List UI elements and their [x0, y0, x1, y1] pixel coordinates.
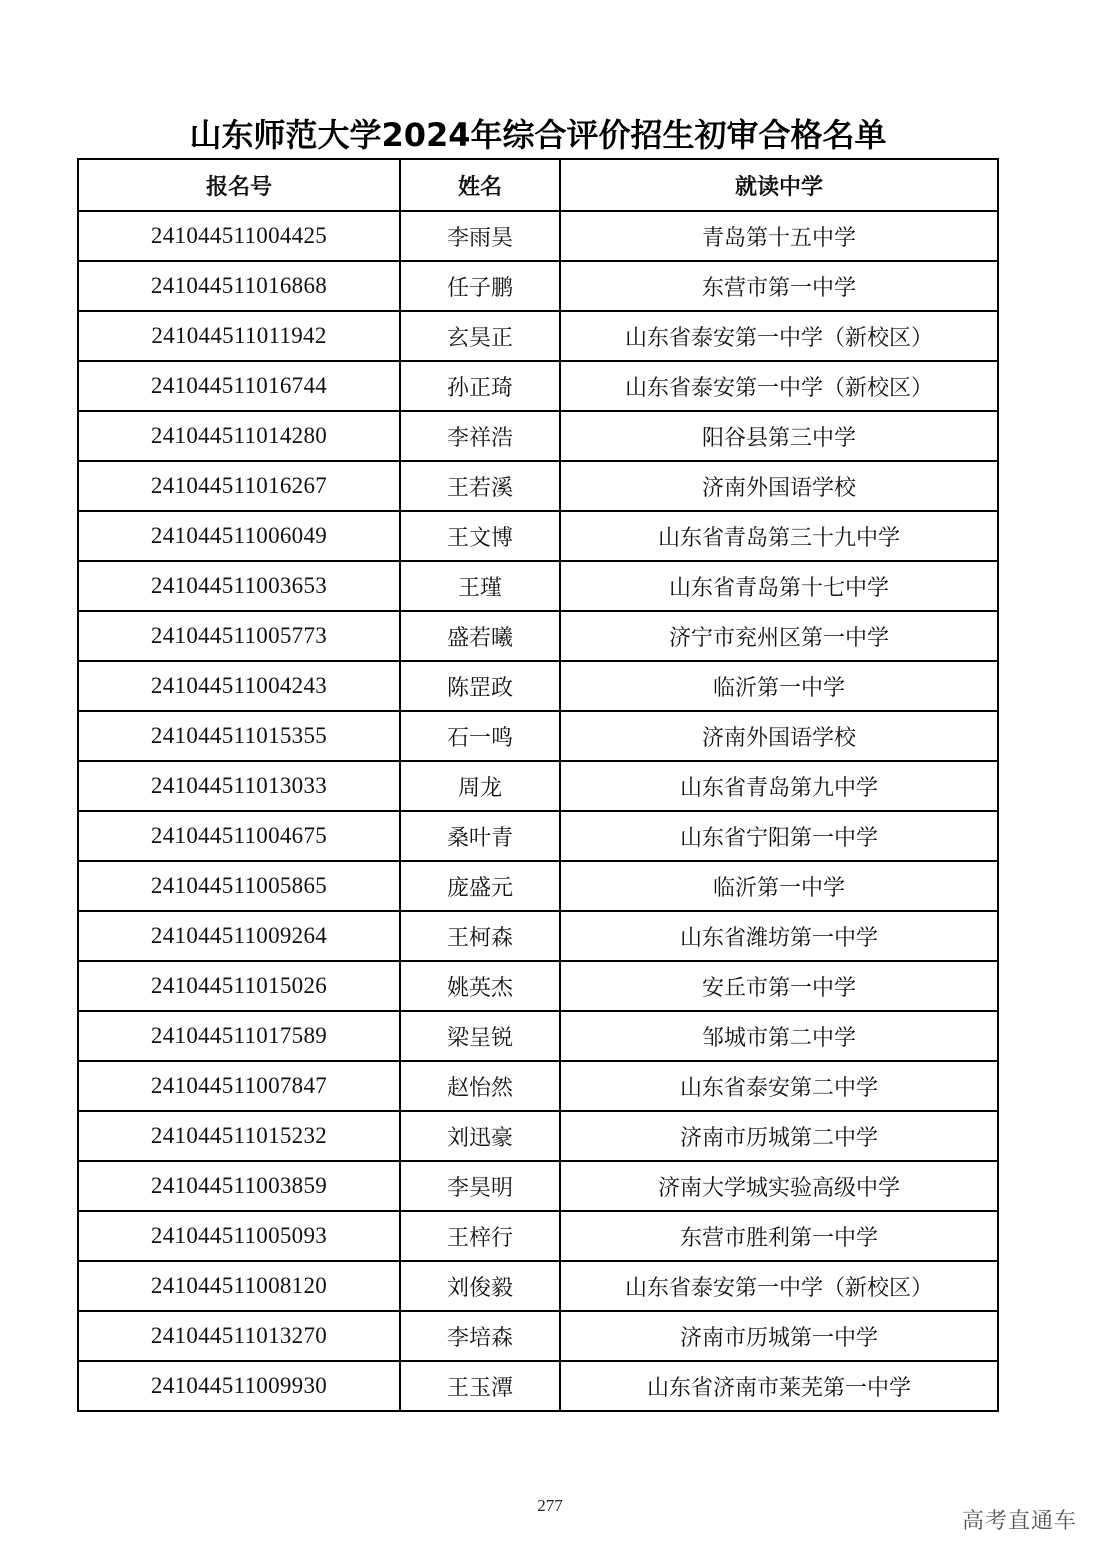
student-name-cell: 王瑾 [400, 561, 560, 611]
school-cell: 山东省青岛第十七中学 [560, 561, 998, 611]
table-row [78, 611, 998, 661]
student-name-cell: 李雨昊 [400, 211, 560, 261]
school-cell: 东营市胜利第一中学 [560, 1211, 998, 1261]
table-row [78, 561, 998, 611]
school-cell: 山东省泰安第一中学（新校区） [560, 311, 998, 361]
registration-number-cell: 241044511009264 [78, 911, 400, 961]
registration-number-cell: 241044511016868 [78, 261, 400, 311]
table-row [78, 961, 998, 1011]
table-row [78, 861, 998, 911]
table-header [78, 159, 998, 211]
school-cell: 山东省青岛第三十九中学 [560, 511, 998, 561]
registration-number-cell: 241044511015026 [78, 961, 400, 1011]
school-cell: 济南外国语学校 [560, 711, 998, 761]
column-header-registration-number: 报名号 [78, 159, 400, 211]
student-name-cell: 王柯森 [400, 911, 560, 961]
school-cell: 山东省泰安第一中学（新校区） [560, 1261, 998, 1311]
table-row [78, 461, 998, 511]
registration-number-cell: 241044511003859 [78, 1161, 400, 1211]
student-name-cell: 王梓行 [400, 1211, 560, 1261]
admission-list-table [77, 158, 999, 1412]
table-row [78, 1061, 998, 1111]
table-row [78, 1311, 998, 1361]
school-cell: 山东省潍坊第一中学 [560, 911, 998, 961]
registration-number-cell: 241044511015232 [78, 1111, 400, 1161]
table-row [78, 1011, 998, 1061]
school-cell: 济南市历城第二中学 [560, 1111, 998, 1161]
registration-number-cell: 241044511013270 [78, 1311, 400, 1361]
student-name-cell: 玄昊正 [400, 311, 560, 361]
registration-number-cell: 241044511016267 [78, 461, 400, 511]
school-cell: 山东省泰安第二中学 [560, 1061, 998, 1111]
registration-number-cell: 241044511007847 [78, 1061, 400, 1111]
student-name-cell: 孙正琦 [400, 361, 560, 411]
registration-number-cell: 241044511009930 [78, 1361, 400, 1411]
school-cell: 邹城市第二中学 [560, 1011, 998, 1061]
table-row [78, 661, 998, 711]
registration-number-cell: 241044511005093 [78, 1211, 400, 1261]
table-row [78, 1361, 998, 1411]
student-name-cell: 盛若曦 [400, 611, 560, 661]
table-row [78, 361, 998, 411]
student-name-cell: 李祥浩 [400, 411, 560, 461]
table-row [78, 1211, 998, 1261]
registration-number-cell: 241044511004675 [78, 811, 400, 861]
student-name-cell: 庞盛元 [400, 861, 560, 911]
registration-number-cell: 241044511004243 [78, 661, 400, 711]
school-cell: 阳谷县第三中学 [560, 411, 998, 461]
table-row [78, 261, 998, 311]
registration-number-cell: 241044511015355 [78, 711, 400, 761]
table-body [78, 211, 998, 1411]
student-name-cell: 王若溪 [400, 461, 560, 511]
student-name-cell: 任子鹏 [400, 261, 560, 311]
student-name-cell: 李昊明 [400, 1161, 560, 1211]
school-cell: 山东省济南市莱芜第一中学 [560, 1361, 998, 1411]
registration-number-cell: 241044511013033 [78, 761, 400, 811]
student-name-cell: 王玉潭 [400, 1361, 560, 1411]
registration-number-cell: 241044511008120 [78, 1261, 400, 1311]
registration-number-cell: 241044511005865 [78, 861, 400, 911]
student-name-cell: 赵怡然 [400, 1061, 560, 1111]
school-cell: 东营市第一中学 [560, 261, 998, 311]
student-name-cell: 周龙 [400, 761, 560, 811]
student-name-cell: 陈罡政 [400, 661, 560, 711]
column-header-school: 就读中学 [560, 159, 998, 211]
student-name-cell: 姚英杰 [400, 961, 560, 1011]
school-cell: 济南市历城第一中学 [560, 1311, 998, 1361]
school-cell: 济南大学城实验高级中学 [560, 1161, 998, 1211]
registration-number-cell: 241044511004425 [78, 211, 400, 261]
school-cell: 山东省泰安第一中学（新校区） [560, 361, 998, 411]
school-cell: 山东省宁阳第一中学 [560, 811, 998, 861]
student-name-cell: 李培森 [400, 1311, 560, 1361]
school-cell: 临沂第一中学 [560, 661, 998, 711]
table-row [78, 311, 998, 361]
table-row [78, 761, 998, 811]
table-row [78, 211, 998, 261]
table-row [78, 1111, 998, 1161]
column-header-name: 姓名 [400, 159, 560, 211]
table-row [78, 711, 998, 761]
student-name-cell: 王文博 [400, 511, 560, 561]
student-name-cell: 石一鸣 [400, 711, 560, 761]
table-row [78, 911, 998, 961]
school-cell: 安丘市第一中学 [560, 961, 998, 1011]
school-cell: 临沂第一中学 [560, 861, 998, 911]
header-row [78, 159, 998, 211]
school-cell: 济南外国语学校 [560, 461, 998, 511]
student-name-cell: 刘迅豪 [400, 1111, 560, 1161]
school-cell: 济宁市兖州区第一中学 [560, 611, 998, 661]
student-name-cell: 桑叶青 [400, 811, 560, 861]
registration-number-cell: 241044511014280 [78, 411, 400, 461]
registration-number-cell: 241044511005773 [78, 611, 400, 661]
page-number: 277 [537, 1496, 563, 1515]
student-name-cell: 梁呈锐 [400, 1011, 560, 1061]
table-row [78, 1261, 998, 1311]
table-row [78, 811, 998, 861]
watermark-text: 高考直通车 [962, 1509, 1078, 1534]
school-cell: 青岛第十五中学 [560, 211, 998, 261]
table-row [78, 411, 998, 461]
registration-number-cell: 241044511003653 [78, 561, 400, 611]
table-row [78, 511, 998, 561]
registration-number-cell: 241044511017589 [78, 1011, 400, 1061]
registration-number-cell: 241044511016744 [78, 361, 400, 411]
registration-number-cell: 241044511006049 [78, 511, 400, 561]
student-name-cell: 刘俊毅 [400, 1261, 560, 1311]
table-row [78, 1161, 998, 1211]
registration-number-cell: 241044511011942 [78, 311, 400, 361]
document-title: 山东师范大学2024年综合评价招生初审合格名单 [189, 116, 887, 154]
school-cell: 山东省青岛第九中学 [560, 761, 998, 811]
